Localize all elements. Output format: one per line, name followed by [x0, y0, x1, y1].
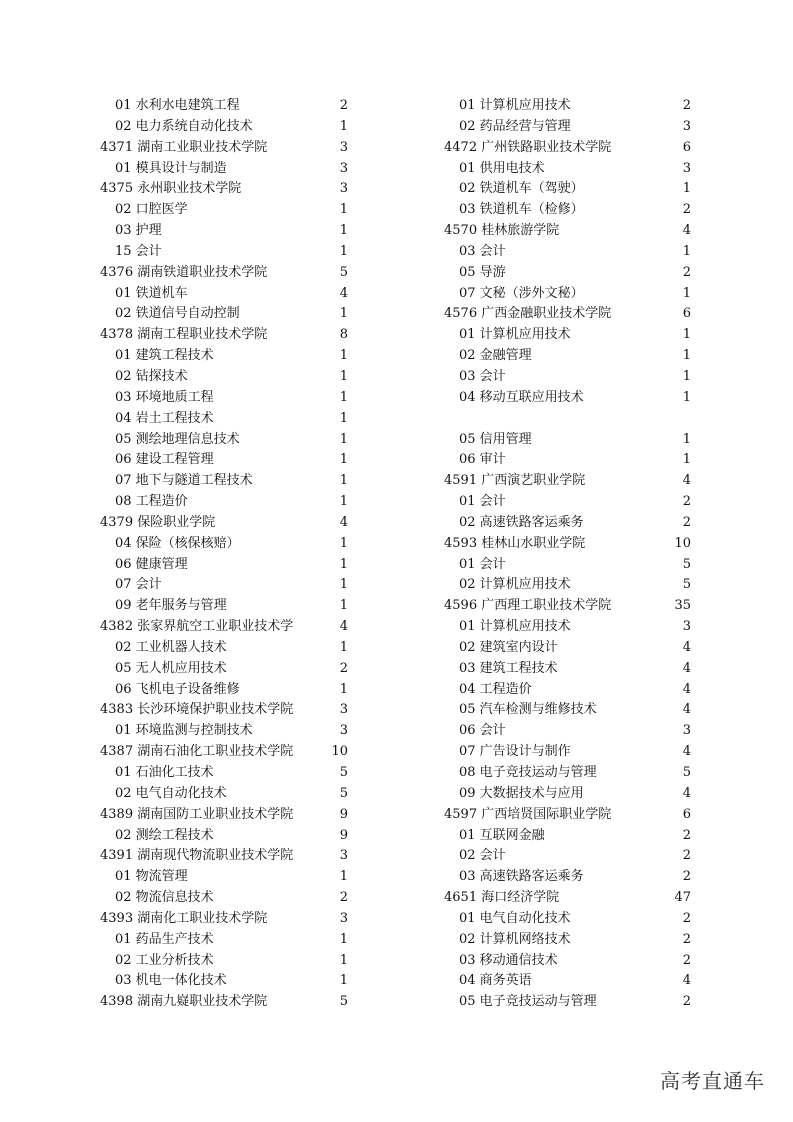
enrollment-count: 1 — [339, 494, 348, 510]
enrollment-count: 3 — [682, 619, 691, 635]
major-name: 15 会计 — [115, 243, 162, 259]
school-name: 4576 广西金融职业技术学院 — [444, 306, 612, 322]
major-row — [444, 826, 691, 847]
major-row — [444, 992, 691, 1013]
school-name: 4371 湖南工业职业技术学院 — [100, 139, 268, 155]
major-row — [444, 367, 691, 388]
enrollment-count: 1 — [339, 577, 348, 593]
school-name: 4378 湖南工程职业技术学院 — [100, 327, 268, 343]
school-name: 4389 湖南国防工业职业技术学院 — [100, 806, 294, 822]
enrollment-count: 2 — [339, 98, 348, 113]
major-row — [100, 471, 348, 492]
school-name: 4376 湖南铁道职业技术学院 — [100, 264, 268, 280]
major-row — [100, 971, 348, 992]
enrollment-count: 3 — [339, 848, 348, 864]
enrollment-count: 4 — [682, 660, 691, 676]
major-row — [100, 888, 348, 909]
major-row — [444, 513, 691, 534]
school-row — [444, 805, 691, 826]
school-name: 4593 桂林山水职业学院 — [444, 535, 586, 551]
major-name: 05 信用管理 — [459, 431, 532, 447]
enrollment-count: 4 — [682, 785, 691, 801]
enrollment-count: 2 — [682, 827, 691, 843]
school-name: 4596 广西理工职业技术学院 — [444, 598, 612, 614]
enrollment-count: 5 — [682, 765, 691, 780]
enrollment-count: 3 — [339, 702, 348, 718]
enrollment-count: 1 — [682, 348, 691, 364]
school-row — [100, 617, 348, 638]
major-name: 02 电气自动化技术 — [115, 785, 227, 801]
major-name: 02 计算机网络技术 — [459, 931, 571, 947]
enrollment-count: 1 — [682, 431, 691, 447]
school-row — [100, 513, 348, 534]
school-row — [100, 179, 348, 200]
enrollment-count: 4 — [339, 514, 348, 530]
enrollment-count: 3 — [339, 160, 348, 176]
major-row — [444, 242, 691, 263]
school-name: 4398 湖南九嶷职业技术学院 — [100, 994, 268, 1010]
major-row — [100, 388, 348, 409]
right-column — [444, 96, 691, 1013]
enrollment-count: 1 — [339, 639, 348, 655]
major-name: 01 建筑工程技术 — [115, 348, 214, 364]
major-name: 03 会计 — [459, 243, 506, 259]
major-row — [444, 951, 691, 972]
major-row — [444, 617, 691, 638]
major-name: 05 汽车检测与维修技术 — [459, 702, 597, 718]
major-row — [100, 534, 348, 555]
enrollment-count: 1 — [339, 535, 348, 551]
major-row — [100, 159, 348, 180]
enrollment-count: 3 — [682, 160, 691, 176]
major-row — [444, 159, 691, 180]
enrollment-count: 1 — [339, 348, 348, 364]
major-name: 01 环境监测与控制技术 — [115, 723, 253, 739]
major-name: 07 文秘（涉外文秘） — [459, 285, 584, 301]
major-row — [444, 680, 691, 701]
enrollment-count: 1 — [339, 223, 348, 239]
major-name: 02 口腔医学 — [115, 202, 188, 218]
major-name: 01 互联网金融 — [459, 827, 545, 843]
enrollment-count: 5 — [339, 785, 348, 801]
major-row — [444, 388, 691, 409]
major-name: 07 地下与隧道工程技术 — [115, 473, 253, 489]
major-row — [100, 96, 348, 117]
enrollment-count: 3 — [682, 723, 691, 739]
enrollment-count: 2 — [682, 98, 691, 113]
enrollment-count: 2 — [339, 890, 348, 906]
major-row — [100, 826, 348, 847]
school-name: 4597 广西培贤国际职业学院 — [444, 806, 612, 822]
major-name: 01 物流管理 — [115, 869, 188, 885]
major-name: 02 钻探技术 — [115, 368, 188, 384]
major-name: 01 铁道机车 — [115, 285, 188, 301]
enrollment-count: 3 — [339, 723, 348, 739]
major-row — [444, 450, 691, 471]
major-name: 02 电力系统自动化技术 — [115, 118, 253, 134]
enrollment-count: 1 — [339, 869, 348, 885]
enrollment-count: 5 — [682, 556, 691, 572]
enrollment-count: 1 — [682, 368, 691, 384]
major-name: 02 工业机器人技术 — [115, 639, 227, 655]
major-row — [444, 96, 691, 117]
enrollment-count: 2 — [682, 202, 691, 218]
enrollment-count: 1 — [339, 452, 348, 468]
major-name: 04 移动互联应用技术 — [459, 389, 584, 405]
major-name: 02 物流信息技术 — [115, 890, 214, 906]
major-name: 01 计算机应用技术 — [459, 98, 571, 113]
enrollment-count: 1 — [682, 243, 691, 259]
major-name: 03 机电一体化技术 — [115, 973, 227, 989]
school-name: 4375 永州职业技术学院 — [100, 181, 242, 197]
major-row — [100, 117, 348, 138]
major-row — [444, 117, 691, 138]
major-name: 06 飞机电子设备维修 — [115, 681, 240, 697]
enrollment-count: 2 — [682, 494, 691, 510]
enrollment-count: 1 — [339, 431, 348, 447]
enrollment-count: 3 — [339, 910, 348, 926]
enrollment-count: 1 — [682, 285, 691, 301]
school-row — [100, 700, 348, 721]
enrollment-count: 1 — [339, 952, 348, 968]
major-name: 02 计算机应用技术 — [459, 577, 571, 593]
major-row — [100, 555, 348, 576]
major-name: 05 无人机应用技术 — [115, 660, 227, 676]
school-row — [100, 325, 348, 346]
enrollment-count: 1 — [339, 681, 348, 697]
enrollment-count: 1 — [339, 243, 348, 259]
major-name: 02 铁道机车（驾驶） — [459, 181, 584, 197]
enrollment-count: 1 — [682, 389, 691, 405]
enrollment-count: 5 — [339, 765, 348, 780]
major-row — [100, 304, 348, 325]
major-name: 03 移动通信技术 — [459, 952, 558, 968]
major-name: 09 大数据技术与应用 — [459, 785, 584, 801]
enrollment-count: 1 — [339, 118, 348, 134]
major-name: 06 建设工程管理 — [115, 452, 214, 468]
enrollment-count: 1 — [339, 598, 348, 614]
major-name: 02 测绘工程技术 — [115, 827, 214, 843]
enrollment-count: 1 — [682, 452, 691, 468]
enrollment-count: 10 — [674, 535, 691, 551]
school-row — [100, 992, 348, 1013]
major-row — [444, 700, 691, 721]
major-name: 05 测绘地理信息技术 — [115, 431, 240, 447]
major-name: 02 高速铁路客运乘务 — [459, 514, 584, 530]
major-row — [100, 763, 348, 784]
enrollment-count: 4 — [682, 223, 691, 239]
major-row — [444, 492, 691, 513]
major-row — [444, 742, 691, 763]
major-name: 08 电子竞技运动与管理 — [459, 765, 597, 780]
enrollment-count: 2 — [682, 931, 691, 947]
school-row — [444, 534, 691, 555]
major-row — [444, 659, 691, 680]
major-name: 01 石油化工技术 — [115, 765, 214, 780]
enrollment-count: 2 — [682, 994, 691, 1010]
major-name: 01 药品生产技术 — [115, 931, 214, 947]
enrollment-count: 1 — [339, 306, 348, 322]
major-name: 07 会计 — [115, 577, 162, 593]
major-name: 01 会计 — [459, 494, 506, 510]
major-row — [444, 263, 691, 284]
major-row — [100, 575, 348, 596]
enrollment-count: 1 — [339, 473, 348, 489]
major-name: 04 商务英语 — [459, 973, 532, 989]
major-name: 01 电气自动化技术 — [459, 910, 571, 926]
major-name: 02 工业分析技术 — [115, 952, 214, 968]
enrollment-count: 47 — [674, 890, 691, 906]
major-name: 06 审计 — [459, 452, 506, 468]
major-name: 02 建筑室内设计 — [459, 639, 558, 655]
enrollment-count: 1 — [339, 202, 348, 218]
enrollment-count: 2 — [682, 869, 691, 885]
school-name: 4591 广西演艺职业学院 — [444, 473, 586, 489]
major-row — [100, 492, 348, 513]
major-row — [100, 951, 348, 972]
major-name: 04 保险（核保核赔） — [115, 535, 240, 551]
enrollment-count: 2 — [682, 952, 691, 968]
major-row — [444, 284, 691, 305]
enrollment-count: 8 — [339, 327, 348, 343]
major-name: 03 护理 — [115, 223, 162, 239]
school-row — [444, 304, 691, 325]
major-row — [100, 430, 348, 451]
major-row — [100, 638, 348, 659]
enrollment-count: 5 — [682, 577, 691, 593]
major-name: 01 模具设计与制造 — [115, 160, 227, 176]
enrollment-count: 1 — [339, 556, 348, 572]
enrollment-count: 2 — [339, 660, 348, 676]
school-row — [100, 263, 348, 284]
major-row — [444, 575, 691, 596]
major-row — [100, 784, 348, 805]
enrollment-count: 1 — [682, 327, 691, 343]
major-name: 02 铁道信号自动控制 — [115, 306, 240, 322]
major-name: 01 供用电技术 — [459, 160, 545, 176]
school-row — [100, 138, 348, 159]
major-row — [444, 325, 691, 346]
school-name: 4383 长沙环境保护职业技术学院 — [100, 702, 294, 718]
major-name: 02 会计 — [459, 848, 506, 864]
enrollment-count: 35 — [674, 598, 691, 614]
major-row — [100, 680, 348, 701]
major-name: 01 计算机应用技术 — [459, 619, 571, 635]
enrollment-count: 4 — [682, 973, 691, 989]
major-row — [444, 200, 691, 221]
enrollment-count: 4 — [339, 619, 348, 635]
major-row — [444, 555, 691, 576]
major-row — [100, 867, 348, 888]
major-name: 03 环境地质工程 — [115, 389, 214, 405]
enrollment-count: 3 — [682, 118, 691, 134]
major-row — [444, 867, 691, 888]
major-row — [100, 367, 348, 388]
enrollment-count: 4 — [339, 285, 348, 301]
major-row — [100, 242, 348, 263]
major-row — [444, 971, 691, 992]
major-name: 05 电子竞技运动与管理 — [459, 994, 597, 1010]
major-name: 03 铁道机车（检修） — [459, 202, 584, 218]
major-name: 05 导游 — [459, 264, 506, 280]
school-name: 4393 湖南化工职业技术学院 — [100, 910, 268, 926]
school-name: 4570 桂林旅游学院 — [444, 223, 560, 239]
major-name: 01 会计 — [459, 556, 506, 572]
enrollment-count: 2 — [682, 514, 691, 530]
school-name: 4382 张家界航空工业职业技术学 — [100, 619, 294, 635]
major-name: 01 水利水电建筑工程 — [115, 98, 240, 113]
enrollment-count: 1 — [682, 181, 691, 197]
major-row — [100, 346, 348, 367]
enrollment-count: 2 — [682, 848, 691, 864]
major-row — [100, 721, 348, 742]
school-name: 4651 海口经济学院 — [444, 890, 560, 906]
major-row — [444, 784, 691, 805]
school-name: 4472 广州铁路职业技术学院 — [444, 139, 612, 155]
enrollment-count: 3 — [339, 181, 348, 197]
major-row — [100, 659, 348, 680]
enrollment-count: 6 — [682, 139, 691, 155]
major-row — [444, 721, 691, 742]
enrollment-count: 4 — [682, 473, 691, 489]
major-name: 06 健康管理 — [115, 556, 188, 572]
left-column — [100, 96, 348, 1013]
school-row — [444, 888, 691, 909]
enrollment-count: 5 — [339, 264, 348, 280]
major-row — [444, 638, 691, 659]
major-name: 03 建筑工程技术 — [459, 660, 558, 676]
major-name: 02 药品经营与管理 — [459, 118, 571, 134]
enrollment-count: 2 — [682, 264, 691, 280]
school-row — [444, 138, 691, 159]
watermark-text: 高考直通车 — [660, 1069, 765, 1093]
enrollment-count: 1 — [339, 931, 348, 947]
school-row — [444, 596, 691, 617]
enrollment-count: 4 — [682, 744, 691, 760]
enrollment-count: 9 — [339, 806, 348, 822]
major-name: 02 金融管理 — [459, 348, 532, 364]
major-name: 06 会计 — [459, 723, 506, 739]
major-row — [444, 346, 691, 367]
major-row — [100, 596, 348, 617]
enrollment-count: 10 — [331, 744, 348, 760]
enrollment-count: 4 — [682, 702, 691, 718]
major-row — [444, 909, 691, 930]
major-row — [444, 763, 691, 784]
school-row — [100, 846, 348, 867]
major-name: 01 计算机应用技术 — [459, 327, 571, 343]
enrollment-count: 4 — [682, 681, 691, 697]
enrollment-count: 3 — [339, 139, 348, 155]
major-name: 04 岩土工程技术 — [115, 410, 214, 426]
major-row — [100, 450, 348, 471]
school-row — [444, 471, 691, 492]
major-name: 03 会计 — [459, 368, 506, 384]
school-name: 4379 保险职业学院 — [100, 514, 216, 530]
enrollment-count: 1 — [339, 389, 348, 405]
major-row — [444, 179, 691, 200]
major-row — [100, 284, 348, 305]
school-name: 4391 湖南现代物流职业技术学院 — [100, 848, 294, 864]
major-row — [444, 430, 691, 451]
enrollment-count: 1 — [339, 410, 348, 426]
major-row — [444, 846, 691, 867]
major-row — [100, 221, 348, 242]
major-name: 03 高速铁路客运乘务 — [459, 869, 584, 885]
major-row — [100, 409, 348, 430]
school-name: 4387 湖南石油化工职业技术学院 — [100, 744, 294, 760]
major-row — [100, 930, 348, 951]
school-row — [100, 909, 348, 930]
major-row — [100, 200, 348, 221]
enrollment-count: 1 — [339, 973, 348, 989]
school-row — [444, 221, 691, 242]
enrollment-count: 5 — [339, 994, 348, 1010]
enrollment-count: 6 — [682, 806, 691, 822]
major-name: 08 工程造价 — [115, 494, 188, 510]
enrollment-count: 4 — [682, 639, 691, 655]
enrollment-count: 6 — [682, 306, 691, 322]
enrollment-count: 9 — [339, 827, 348, 843]
major-row — [444, 930, 691, 951]
school-row — [100, 742, 348, 763]
school-row — [100, 805, 348, 826]
major-name: 09 老年服务与管理 — [115, 598, 227, 614]
major-name: 04 工程造价 — [459, 681, 532, 697]
enrollment-count: 1 — [339, 368, 348, 384]
blank-row — [444, 409, 691, 430]
enrollment-count: 2 — [682, 910, 691, 926]
major-name: 07 广告设计与制作 — [459, 744, 571, 760]
